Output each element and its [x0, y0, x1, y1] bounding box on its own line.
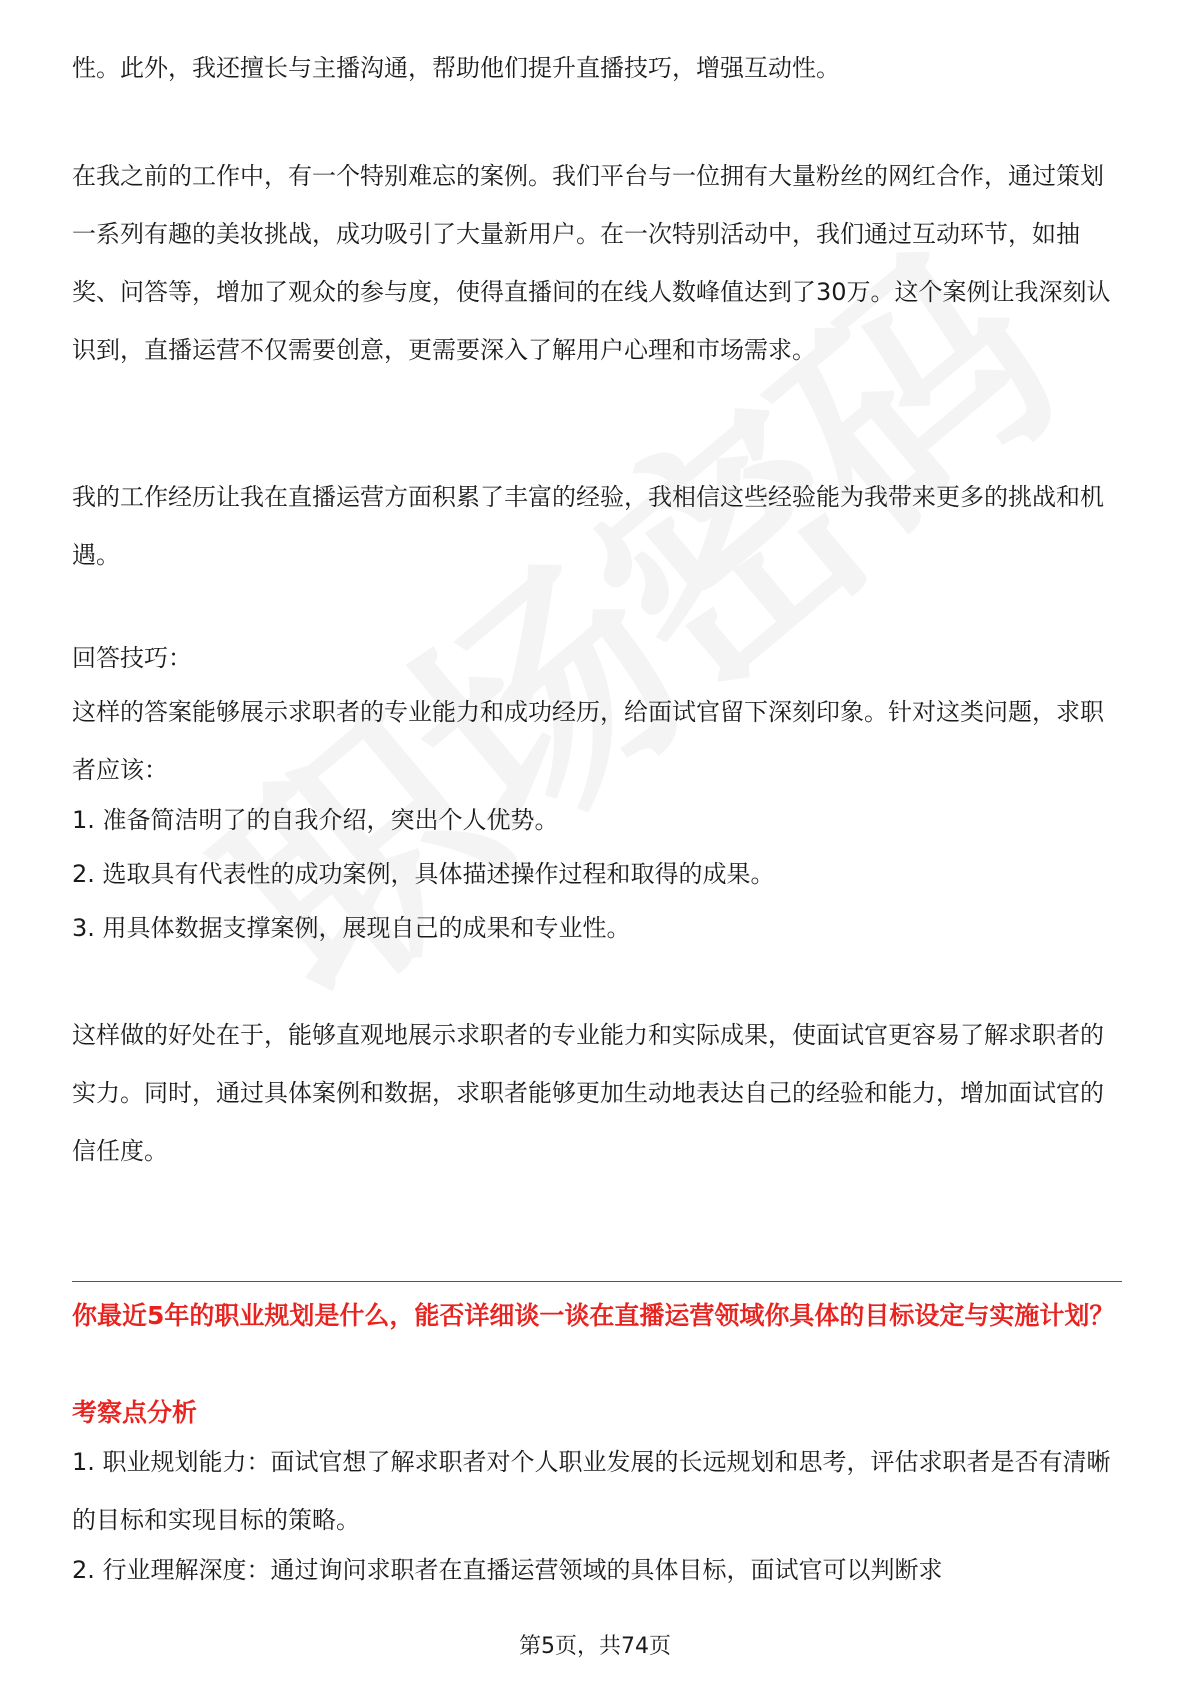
tips-summary: 这样做的好处在于，能够直观地展示求职者的专业能力和实际成果，使面试官更容易了解求职者的实力。同时，通过具体案例和数据，求职者能够更加生动地表达自己的经验和能力，增加面试官的信任度。: [72, 1021, 1104, 1165]
tips-item: 1. 准备简洁明了的自我介绍，突出个人优势。: [72, 806, 559, 834]
analysis-heading: 考察点分析: [72, 1398, 198, 1427]
tips-item: 3. 用具体数据支撑案例，展现自己的成果和专业性。: [72, 914, 631, 942]
page-number: 第5页，共74页: [519, 1634, 671, 1659]
analysis-item: 2. 行业理解深度：通过询问求职者在直播运营领域的具体目标，面试官可以判断求: [72, 1556, 943, 1584]
paragraph-case-study: 在我之前的工作中，有一个特别难忘的案例。我们平台与一位拥有大量粉丝的网红合作，通过策划一系列有趣的美妆挑战，成功吸引了大量新用户。在一次特别活动中，我们通过互动环节，如抽奖、问答等，增加了观众的参与度，使得直播间的在线人数峰值达到了30万。这个案例让我深刻认识到，直播运营不仅需要创意，更需要深入了解用户心理和市场需求。: [72, 162, 1111, 364]
analysis-item: 1. 职业规划能力：面试官想了解求职者对个人职业发展的长远规划和思考，评估求职者是否有清晰的目标和实现目标的策略。: [72, 1448, 1111, 1534]
tips-heading: 回答技巧：: [72, 644, 192, 672]
tips-item: 2. 选取具有代表性的成功案例，具体描述操作过程和取得的成果。: [72, 860, 775, 888]
section-divider: [72, 1281, 1122, 1282]
paragraph-experience-summary: 我的工作经历让我在直播运营方面积累了丰富的经验，我相信这些经验能为我带来更多的挑战和机遇。: [72, 483, 1104, 569]
paragraph-continuation: 性。此外，我还擅长与主播沟通，帮助他们提升直播技巧，增强互动性。: [72, 54, 840, 82]
tips-intro: 这样的答案能够展示求职者的专业能力和成功经历，给面试官留下深刻印象。针对这类问题，求职者应该：: [72, 698, 1104, 784]
interview-question: 你最近5年的职业规划是什么，能否详细谈一谈在直播运营领域你具体的目标设定与实施计划？: [72, 1301, 1115, 1330]
